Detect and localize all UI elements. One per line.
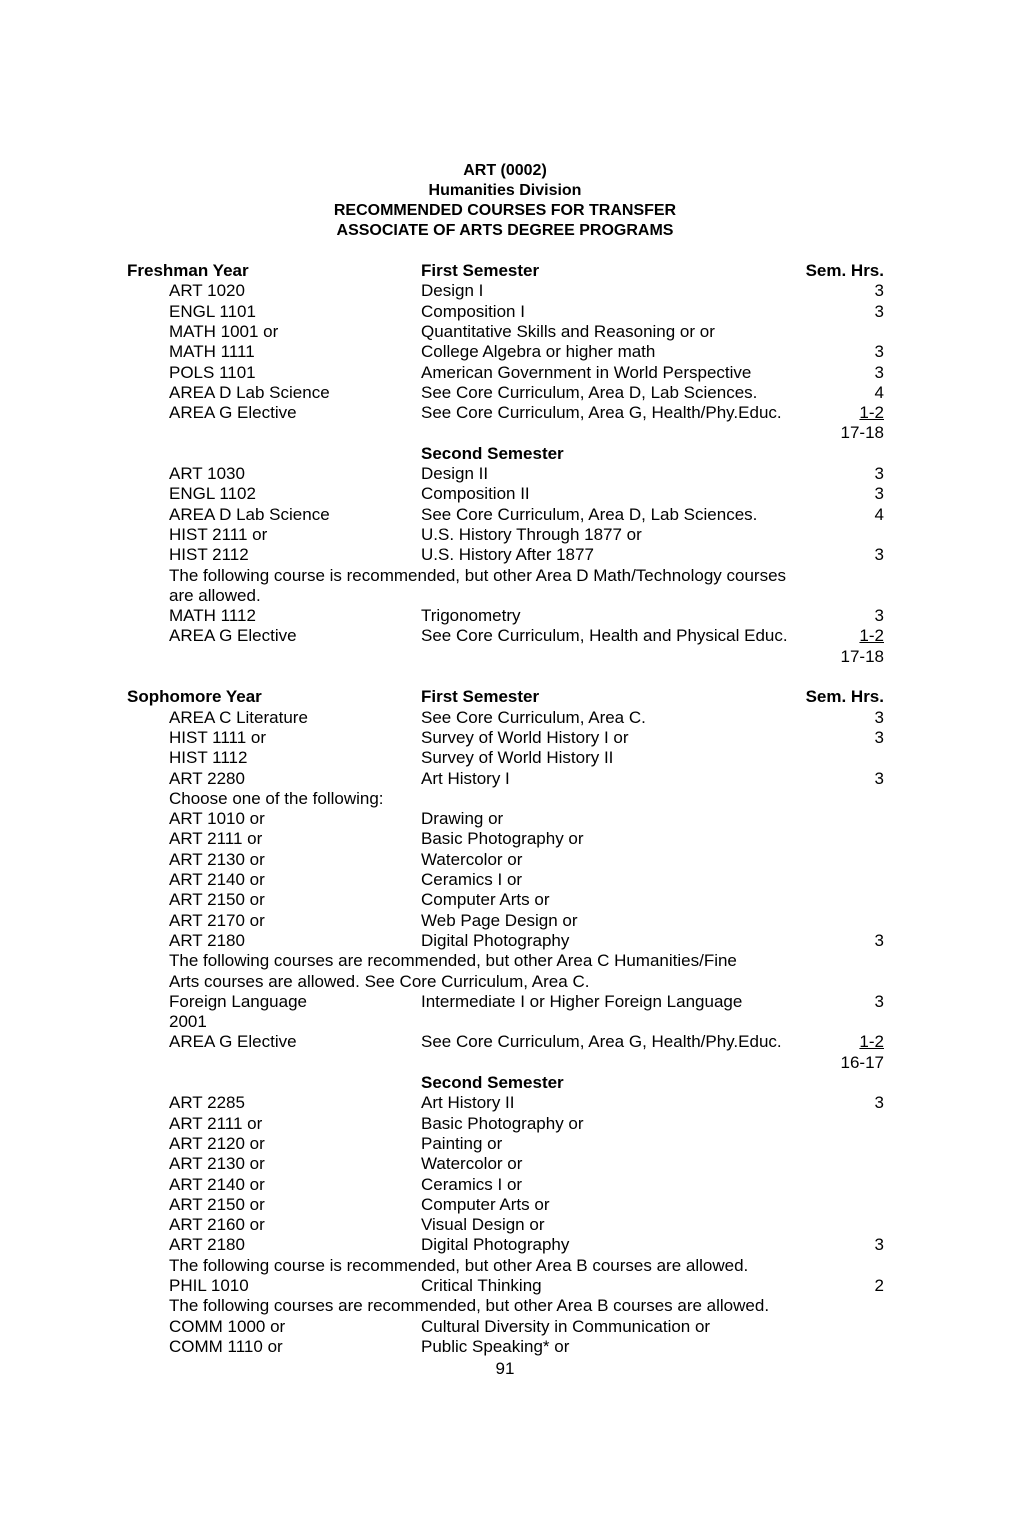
note-row [0,789,1010,809]
course-row [0,302,1010,322]
course-description: See Core Curriculum, Area G, Health/Phy.Educ. [421,403,782,423]
course-hours: 1-2 [859,626,884,646]
course-code: HIST 2111 or [169,524,268,544]
course-row [0,606,1010,626]
course-description: American Government in World Perspective [421,362,752,382]
note-text: The following courses are recommended, but other Area C Humanities/Fine [169,951,737,971]
course-description: See Core Curriculum, Health and Physical Educ. [421,626,788,646]
course-row [0,1134,1010,1154]
course-description: U.S. History After 1877 [421,545,594,565]
course-code: ENGL 1102 [169,484,256,504]
course-code: ENGL 1101 [169,301,256,321]
course-row [0,870,1010,890]
note-text: The following courses are recommended, but other Area B courses are allowed. [169,1296,770,1316]
course-code: ART 1030 [169,464,245,483]
course-code: ART 2180 [169,930,245,950]
course-description: Visual Design or [421,1215,545,1235]
course-hours: 3 [874,545,884,565]
course-code: HIST 2112 [169,545,249,565]
course-description: Drawing or [421,809,504,829]
course-code: AREA D Lab Science [169,382,330,402]
course-code: COMM 1110 or [169,1336,283,1356]
course-row [0,1317,1010,1337]
course-description: Painting or [421,1133,503,1153]
course-code: MATH 1001 or [169,321,279,341]
semester-title: First Semester [421,687,540,707]
course-code: AREA C Literature [169,707,308,727]
course-hours: 1-2 [859,1032,884,1052]
course-hours: 3 [874,768,884,788]
course-description: See Core Curriculum, Area C. [421,707,646,727]
course-code: MATH 1112 [169,606,256,626]
course-description: Public Speaking* or [421,1336,570,1356]
course-description: Watercolor or [421,849,523,869]
course-code: ART 2111 or [169,829,263,849]
course-hours: 3 [874,301,884,321]
semester-total-row [0,423,1010,443]
course-hours: 3 [874,727,884,747]
course-description: Survey of World History I or [421,727,629,747]
course-hours: 3 [874,362,884,382]
note-text: Choose one of the following: [169,788,384,808]
course-row [0,728,1010,748]
note-text: Arts courses are allowed. See Core Curriculum, Area C. [169,971,590,991]
course-code: ART 2130 or [169,849,265,869]
course-row [0,1032,1010,1052]
course-code: AREA G Elective [169,1032,297,1052]
course-row [0,545,1010,565]
course-row [0,1337,1010,1357]
course-description: Critical Thinking [421,1276,542,1295]
course-hours: 3 [874,930,884,950]
semester-total-hours: 17-18 [840,646,884,666]
recommended-heading: RECOMMENDED COURSES FOR TRANSFER [333,202,677,219]
course-hours: 3 [874,606,884,626]
note-text: The following course is recommended, but other Area D Math/Technology courses [169,565,787,585]
course-description: Ceramics I or [421,1174,523,1194]
course-row [0,281,1010,301]
course-hours: 2 [874,1276,884,1295]
course-code: ART 2280 [169,768,245,788]
course-code: PHIL 1010 [169,1276,249,1295]
semester-title: First Semester [421,261,540,280]
course-row [0,1093,1010,1113]
division-title: Humanities Division [428,182,582,199]
course-description: Design II [421,464,489,483]
section-title: Freshman Year [127,261,249,280]
semester-total-hours: 16-17 [840,1052,884,1072]
course-hours: 3 [874,1093,884,1113]
course-code: ART 1010 or [169,809,265,829]
course-hours: 4 [874,504,884,524]
course-code: ART 2140 or [169,870,265,889]
course-row [0,1175,1010,1195]
course-hours: 3 [874,484,884,504]
course-row [0,769,1010,789]
course-row [0,505,1010,525]
note-row [0,972,1010,992]
course-description: Art History I [421,768,510,788]
course-code: AREA G Elective [169,403,297,423]
course-code: ART 2120 or [169,1133,265,1153]
course-row [0,1114,1010,1134]
course-code: ART 2150 or [169,890,265,910]
note-text: are allowed. [169,585,261,605]
course-row [0,525,1010,545]
course-code: ART 2111 or [169,1113,263,1133]
course-description: Digital Photography [421,1235,570,1255]
course-hours: 3 [874,991,884,1011]
course-code: ART 2150 or [169,1194,265,1214]
course-code: ART 2180 [169,1235,245,1255]
course-description: Web Page Design or [421,910,578,930]
course-row [0,1154,1010,1174]
course-row [0,484,1010,504]
course-description: U.S. History Through 1877 or [421,524,642,544]
course-row [0,1012,1010,1032]
course-row [0,1215,1010,1235]
course-row [0,829,1010,849]
course-description: Computer Arts or [421,1194,550,1214]
note-row [0,1296,1010,1316]
course-row [0,1276,1010,1296]
note-row [0,586,1010,606]
note-row [0,1256,1010,1276]
course-description: Ceramics I or [421,870,523,889]
note-row [0,951,1010,971]
course-description: See Core Curriculum, Area G, Health/Phy.Educ. [421,1032,782,1052]
course-row [0,809,1010,829]
course-row [0,626,1010,646]
course-row [0,748,1010,768]
course-row [0,1235,1010,1255]
course-hours: 3 [874,707,884,727]
course-description: Composition I [421,301,525,321]
course-row [0,464,1010,484]
semester-total-row [0,647,1010,667]
course-description: Composition II [421,484,530,504]
course-description: College Algebra or higher math [421,342,656,362]
course-description: Design I [421,281,484,301]
course-description: Survey of World History II [421,748,614,768]
course-code: ART 2140 or [169,1174,265,1194]
course-code: ART 2170 or [169,910,265,930]
course-code: POLS 1101 [169,362,256,382]
course-row [0,363,1010,383]
course-hours: 1-2 [859,403,884,423]
course-row [0,383,1010,403]
course-hours: 3 [874,464,884,483]
course-code: AREA G Elective [169,626,297,646]
section-header-row [0,687,1010,707]
hours-column-header: Sem. Hrs. [805,687,884,707]
course-code: AREA D Lab Science [169,504,330,524]
course-row [0,1195,1010,1215]
course-description: Trigonometry [421,606,521,626]
semester-total-row [0,1053,1010,1073]
course-code: HIST 1111 or [169,727,267,747]
page-number: 91 [495,1359,515,1378]
course-code: 2001 [169,1012,207,1032]
course-description: Cultural Diversity in Communication or [421,1316,711,1336]
course-row [0,322,1010,342]
course-hours: 4 [874,382,884,402]
program-title: ART (0002) [463,162,547,179]
semester-title: Second Semester [421,1073,564,1092]
course-row [0,911,1010,931]
course-code: COMM 1000 or [169,1316,286,1336]
course-description: Intermediate I or Higher Foreign Language [421,991,743,1011]
degree-heading: ASSOCIATE OF ARTS DEGREE PROGRAMS [336,222,674,239]
course-description: Computer Arts or [421,890,550,910]
section-header-row [0,261,1010,281]
semester-total-hours: 17-18 [840,423,884,443]
course-row [0,992,1010,1012]
course-description: Watercolor or [421,1154,523,1174]
course-description: See Core Curriculum, Area D, Lab Sciences. [421,382,758,402]
course-row [0,708,1010,728]
course-code: Foreign Language [169,991,308,1011]
blank-row [0,667,1010,687]
course-code: ART 1020 [169,281,245,301]
course-description: Digital Photography [421,930,570,950]
course-hours: 3 [874,342,884,362]
course-code: ART 2160 or [169,1215,265,1235]
note-text: The following course is recommended, but other Area B courses are allowed. [169,1255,749,1275]
course-row [0,890,1010,910]
course-description: Art History II [421,1093,515,1113]
course-row [0,931,1010,951]
course-description: Basic Photography or [421,829,584,849]
course-row [0,403,1010,423]
course-row [0,850,1010,870]
course-code: MATH 1111 [169,342,255,362]
semester-header-row [0,1073,1010,1093]
course-code: ART 2285 [169,1093,245,1113]
course-description: Basic Photography or [421,1113,584,1133]
document-header [0,161,1010,241]
note-row [0,566,1010,586]
course-description: Quantitative Skills and Reasoning or or [421,321,715,341]
hours-column-header: Sem. Hrs. [805,261,884,280]
section-title: Sophomore Year [127,687,262,707]
semester-header-row [0,444,1010,464]
course-hours: 3 [874,1235,884,1255]
course-code: ART 2130 or [169,1154,265,1174]
semester-title: Second Semester [421,443,564,463]
course-row [0,342,1010,362]
course-code: HIST 1112 [169,748,248,768]
course-hours: 3 [874,281,884,301]
course-description: See Core Curriculum, Area D, Lab Sciences. [421,504,758,524]
